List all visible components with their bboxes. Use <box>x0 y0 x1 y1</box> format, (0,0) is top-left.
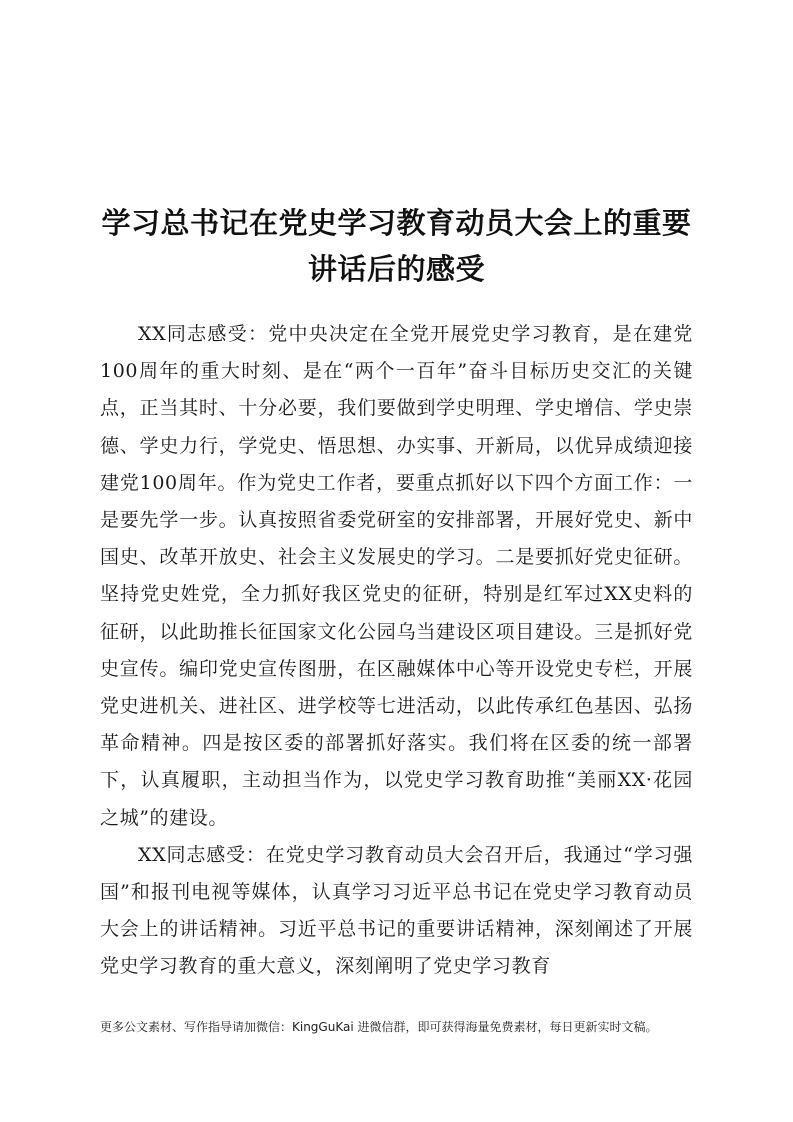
document-body <box>100 316 693 986</box>
footer-note: 更多公文素材、写作指导请加微信：KingGuKai 进微信群，即可获得海量免费素材，每日更新实时文稿。 <box>100 1020 658 1034</box>
title-line-1: 学习总书记在党史学习教育动员大会上的重要 <box>101 206 692 240</box>
title-line-2: 讲话后的感受 <box>307 252 485 286</box>
body-paragraph-1: XX同志感受：党中央决定在全党开展党史学习教育，是在建党100周年的重大时刻、是在“两个一百年”奋斗目标历史交汇的关键点，正当其时、十分必要，我们要做到学史明理、学史增信、学史崇德、学史力行，学党史、悟思想、办实事、开新局，以优异成绩迎接建党100周年。作为党史工作者，要重点抓好以下四个方面工作：一是要先学一步。认真按照省委党研室的安排部署，开展好党史、新中国史、改革开放史、社会主义发展史的学习。二是要抓好党史征研。坚持党史姓党，全力抓好我区党史的征研，特别是红军过XX史料的征研，以此助推长征国家文化公园乌当建设区项目建设。三是抓好党史宣传。编印党史宣传图册，在区融媒体中心等开设党史专栏，开展党史进机关、进社区、进学校等七进活动，以此传承红色基因、弘扬革命精神。四是按区委的部署抓好落实。我们将在区委的统一部署下，认真履职，主动担当作为，以党史学习教育助推“美丽XX·花园之城”的建设。 <box>100 323 693 829</box>
body-paragraph-2: XX同志感受：在党史学习教育动员大会召开后，我通过“学习强国”和报刊电视等媒体，认真学习习近平总书记在党史学习教育动员大会上的讲话精神。习近平总书记的重要讲话精神，深刻阐述了开展党史学习教育的重大意义，深刻阐明了党史学习教育 <box>100 843 693 978</box>
document-title <box>96 200 697 292</box>
